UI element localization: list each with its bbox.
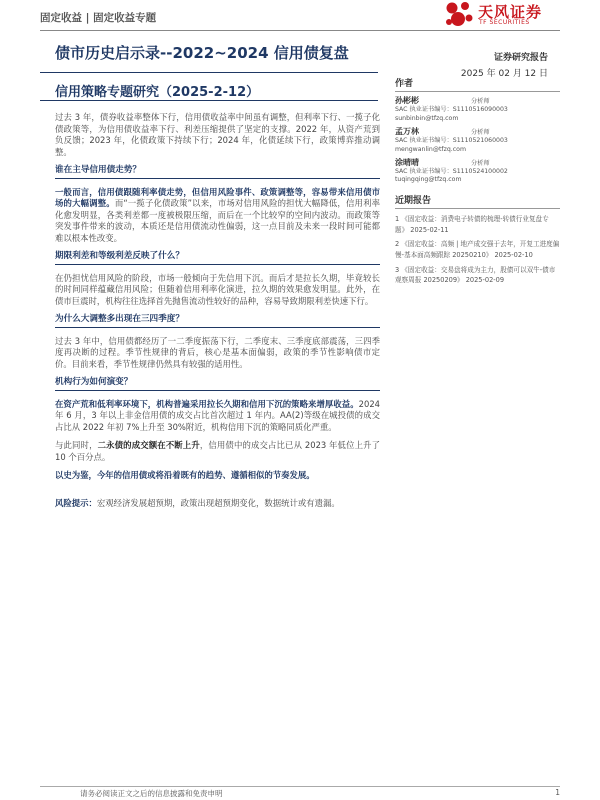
report-subtitle: 信用策略专题研究（2025-2-12） bbox=[55, 85, 260, 100]
report-category: 固定收益 | 固定收益专题 bbox=[40, 12, 157, 24]
bold-statement: 二永债的成交额在不断上升 bbox=[97, 440, 200, 450]
report-type: 证券研究报告 bbox=[493, 53, 548, 63]
report-title: 债市历史启示录--2022~2024 信用债复盘 bbox=[55, 44, 349, 62]
recent-report-link[interactable]: 1 《固定收益：消费电子转债的梳理-转债行业复盘专题》 2025-02-11 bbox=[395, 215, 549, 234]
intro-paragraph: 过去 3 年，债券收益率整体下行，信用债收益率中间虽有调整，但利率下行、一揽子化债政策等，为信用债收益率下行、利差压缩提供了坚定的支撑。2022 年，从资产荒到负反馈；2023 年，化债政策下持续下行；2024 年，化债延续下行，政策博弈推动调整。 bbox=[55, 112, 380, 157]
body-paragraph bbox=[55, 440, 380, 463]
body-text: 与此同时， bbox=[55, 440, 98, 450]
authors-heading: 作者 bbox=[395, 80, 560, 92]
author-role: 分析师 bbox=[471, 98, 490, 106]
header-divider bbox=[40, 30, 560, 31]
recent-reports-heading: 近期报告 bbox=[395, 197, 560, 209]
author-name: 孙彬彬 bbox=[395, 96, 419, 106]
author-email[interactable]: sunbinbin@tfzq.com bbox=[395, 114, 459, 122]
sidebar bbox=[395, 80, 560, 290]
author-role: 分析师 bbox=[471, 129, 490, 137]
footer-disclaimer: 请务必阅读正文之后的信息披露和免责申明 bbox=[80, 789, 223, 798]
question-heading: 机构行为如何演变？ bbox=[55, 377, 380, 391]
question-heading: 谁在主导信用债走势？ bbox=[55, 165, 380, 179]
body-paragraph: 在仍担忧信用风险的阶段，市场一般倾向于先信用下沉。而后才是拉长久期，毕竟较长的时间同样蕴藏信用风险；但随着信用利率化演进，拉久期的效果愈发明显。此外，在债市巨震时，机构往往选择首先抛售流动性较好的品种，容易导致期限利差快速下行。 bbox=[55, 272, 380, 306]
bold-statement: 一般而言，信用债跟随利率债走势，但信用风险事件、政策调整等，容易带来信用债市场的大幅调整。 bbox=[55, 186, 380, 208]
question-heading: 为什么大调整多出现在三四季度？ bbox=[55, 314, 380, 328]
author-card bbox=[395, 127, 560, 154]
risk-text: 宏观经济发展超预期，政策出现超预期变化，数据统计或有遗漏。 bbox=[96, 497, 340, 508]
body-text: 2024 年 6 月，3 年以上非金信用债的成交占比首次超过 1 年内。AA(2)等级在城投债的成交占比从 2022 年初 7%上升至 30%附近，机构信用下沉的策略同质化严重。 bbox=[55, 398, 380, 432]
body-text: ，信用债中的成交占比已从 2023 年低位上升了 10 个百分点。 bbox=[55, 440, 381, 462]
author-license: SAC 执业证书编号：S1110516090003 bbox=[395, 106, 508, 114]
footer-divider bbox=[40, 786, 560, 787]
company-logo bbox=[444, 0, 564, 30]
author-email[interactable]: tuqingqing@tfzq.com bbox=[395, 176, 462, 184]
author-card bbox=[395, 96, 560, 123]
author-role: 分析师 bbox=[471, 160, 490, 168]
body-text: 而“一揽子化债政策”以来，市场对信用风险的担忧大幅降低，信用利率化愈发明显，各类利差都一度被极限压缩，而后在一个比较窄的空间内波动。而政策等突发事件带来的波动，本质还是信用债流动性偏弱，这一点目前及未来一段时间可能都难以根本性改变。 bbox=[55, 198, 380, 243]
question-heading: 期限利差和等级利差反映了什么？ bbox=[55, 251, 380, 265]
body-paragraph bbox=[55, 399, 380, 434]
body-paragraph bbox=[55, 187, 380, 245]
author-license: SAC 执业证书编号：S1110524100002 bbox=[395, 168, 508, 176]
author-name: 孟万林 bbox=[395, 127, 419, 137]
body-paragraph: 过去 3 年中，信用债都经历了一二季度振荡下行，二季度末、三季度底部震荡，三四季度再决断的过程。季节性规律的背后，核心是基本面偏弱，政策的季节性影响债市定价。目前来看，季节性规律仍然具有较强的适用性。 bbox=[55, 335, 380, 369]
author-card bbox=[395, 158, 560, 185]
report-date: 2025 年 02 月 12 日 bbox=[460, 69, 548, 79]
subtitle-divider bbox=[40, 100, 378, 101]
author-email[interactable]: mengwanlin@tfzq.com bbox=[395, 145, 466, 153]
recent-report-link[interactable]: 2 《固定收益：高频 | 地产成交强于去年，开复工进度偏慢-基本面高频跟踪 20250210》 2025-02-10 bbox=[395, 240, 560, 260]
title-divider bbox=[40, 72, 378, 73]
recent-report-link[interactable]: 3 《固定收益：交易盘将成为主力，股债可以双牛-债市观察周报 20250209》 2025-02-09 bbox=[395, 265, 556, 285]
author-license: SAC 执业证书编号：S1110521060003 bbox=[395, 137, 508, 145]
risk-label: 风险提示： bbox=[55, 497, 97, 508]
page-number: 1 bbox=[555, 788, 560, 797]
author-name: 涂晴晴 bbox=[395, 158, 419, 168]
logo-subtext: TF SECURITIES bbox=[479, 19, 530, 26]
bold-statement: 在资产荒和低利率环境下，机构普遍采用拉长久期和信用下沉的策略来增厚收益。 bbox=[55, 398, 359, 409]
conclusion: 以史为鉴，今年的信用债或将沿着既有的趋势、遵循相似的节奏发展。 bbox=[55, 470, 315, 480]
logo-mark-icon bbox=[444, 0, 474, 30]
main-content bbox=[55, 112, 380, 516]
logo-text: 天风证券 bbox=[478, 3, 543, 21]
risk-warning bbox=[55, 498, 380, 510]
